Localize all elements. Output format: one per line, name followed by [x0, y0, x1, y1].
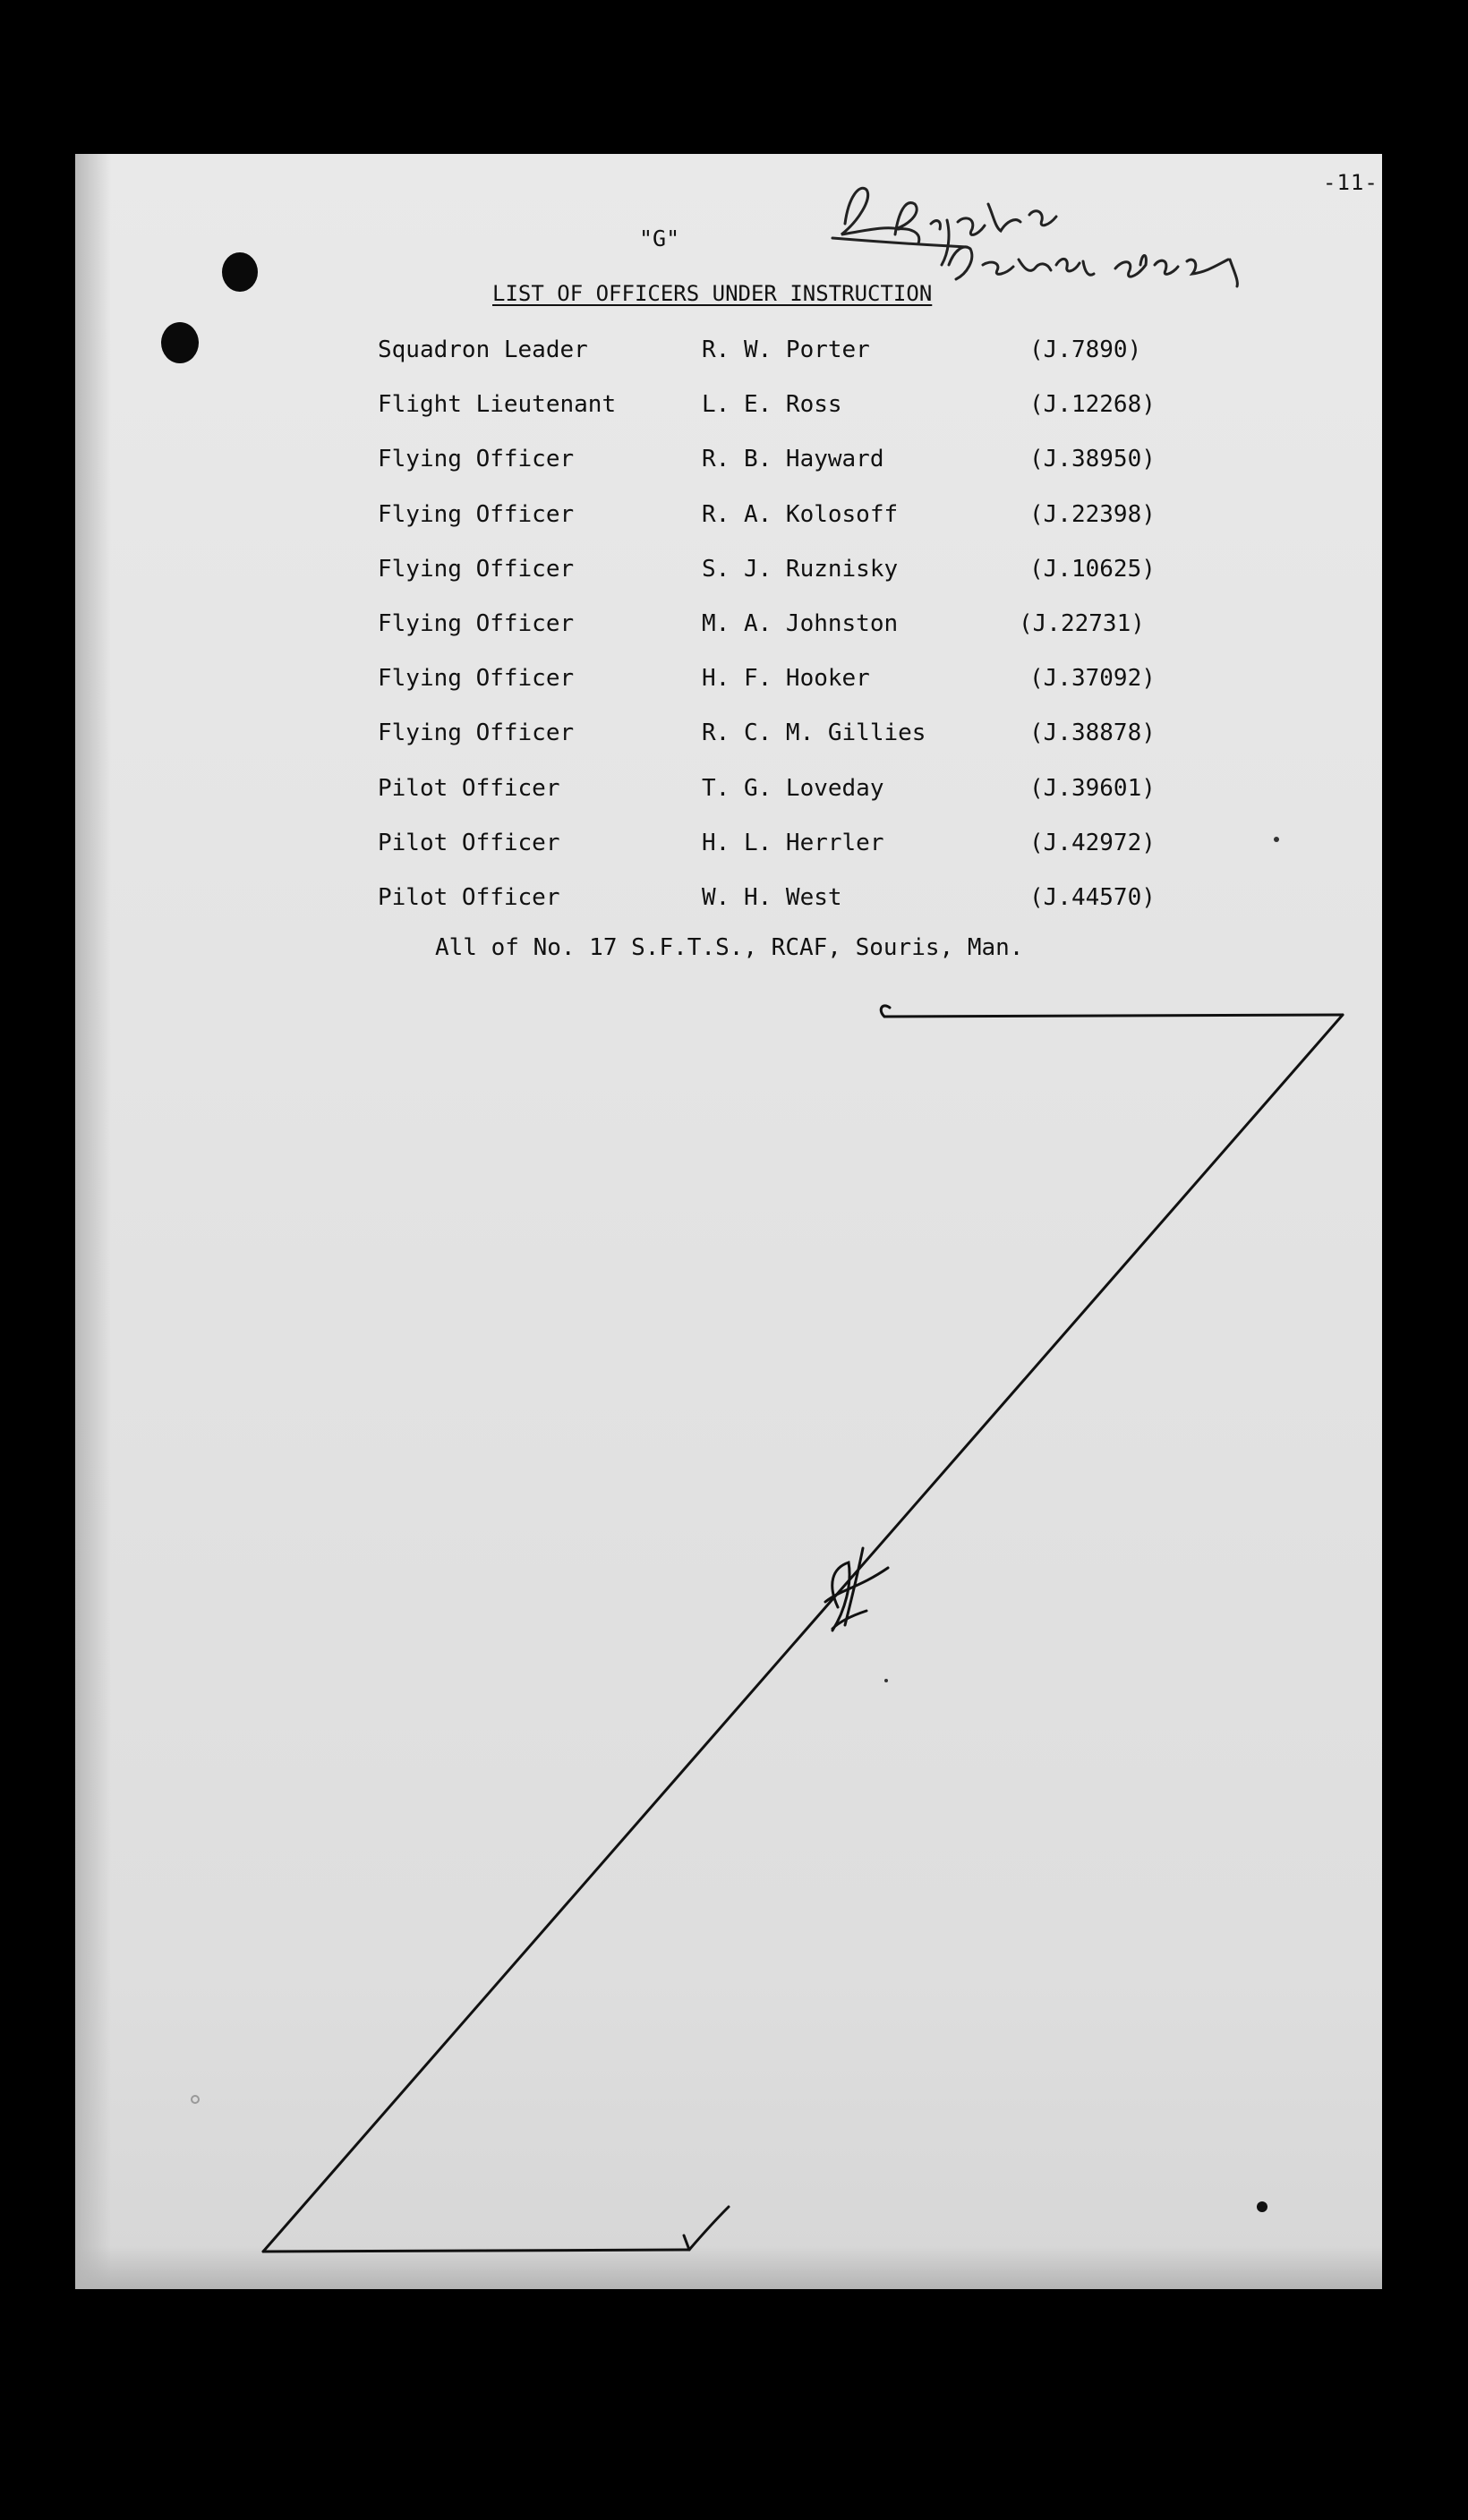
officer-row — [0, 446, 1468, 481]
officer-rank: Flying Officer — [378, 501, 575, 528]
officer-rank: Flying Officer — [378, 556, 575, 583]
officer-rank: Flying Officer — [378, 719, 575, 746]
officer-name: T. G. Loveday — [702, 775, 884, 802]
punch-hole — [222, 252, 258, 292]
officer-name: S. J. Ruznisky — [702, 556, 899, 583]
officer-name: W. H. West — [702, 884, 842, 911]
officer-row — [0, 501, 1468, 537]
officer-row — [0, 556, 1468, 592]
officer-service-number: (J.22398) — [1029, 501, 1156, 528]
officer-name: R. W. Porter — [702, 336, 870, 363]
officer-service-number: (J.39601) — [1029, 775, 1156, 802]
officer-service-number: (J.38878) — [1029, 719, 1156, 746]
officer-row — [0, 336, 1468, 372]
section-mark: "G" — [639, 226, 680, 251]
officer-row — [0, 719, 1468, 755]
officer-row — [0, 830, 1468, 865]
officer-service-number: (J.44570) — [1029, 884, 1156, 911]
officer-rank: Flying Officer — [378, 446, 575, 472]
officer-rank: Squadron Leader — [378, 336, 588, 363]
officer-rank: Pilot Officer — [378, 830, 560, 856]
officer-service-number: (J.42972) — [1029, 830, 1156, 856]
officer-row — [0, 775, 1468, 811]
officer-row — [0, 665, 1468, 701]
officer-row — [0, 610, 1468, 646]
officer-service-number: (J.7890) — [1029, 336, 1142, 363]
officer-rank: Flight Lieutenant — [378, 391, 617, 418]
officer-service-number: (J.12268) — [1029, 391, 1156, 418]
officer-service-number: (J.10625) — [1029, 556, 1156, 583]
officer-name: H. F. Hooker — [702, 665, 870, 692]
officer-row — [0, 391, 1468, 427]
officer-rank: Pilot Officer — [378, 884, 560, 911]
officer-name: H. L. Herrler — [702, 830, 884, 856]
officer-rank: Flying Officer — [378, 610, 575, 637]
officer-name: R. C. M. Gillies — [702, 719, 926, 746]
document-title: LIST OF OFFICERS UNDER INSTRUCTION — [492, 281, 933, 306]
officer-name: R. B. Hayward — [702, 446, 884, 472]
officer-name: M. A. Johnston — [702, 610, 899, 637]
officer-row — [0, 884, 1468, 920]
officer-service-number: (J.38950) — [1029, 446, 1156, 472]
officer-service-number: (J.22731) — [1019, 610, 1145, 637]
page-number: -11- — [1323, 170, 1378, 195]
officer-rank: Pilot Officer — [378, 775, 560, 802]
unit-footer: All of No. 17 S.F.T.S., RCAF, Souris, Man. — [435, 934, 1024, 961]
officer-name: R. A. Kolosoff — [702, 501, 899, 528]
page-shadow-bottom — [75, 2246, 1382, 2289]
officer-rank: Flying Officer — [378, 665, 575, 692]
officer-name: L. E. Ross — [702, 391, 842, 418]
officer-service-number: (J.37092) — [1029, 665, 1156, 692]
